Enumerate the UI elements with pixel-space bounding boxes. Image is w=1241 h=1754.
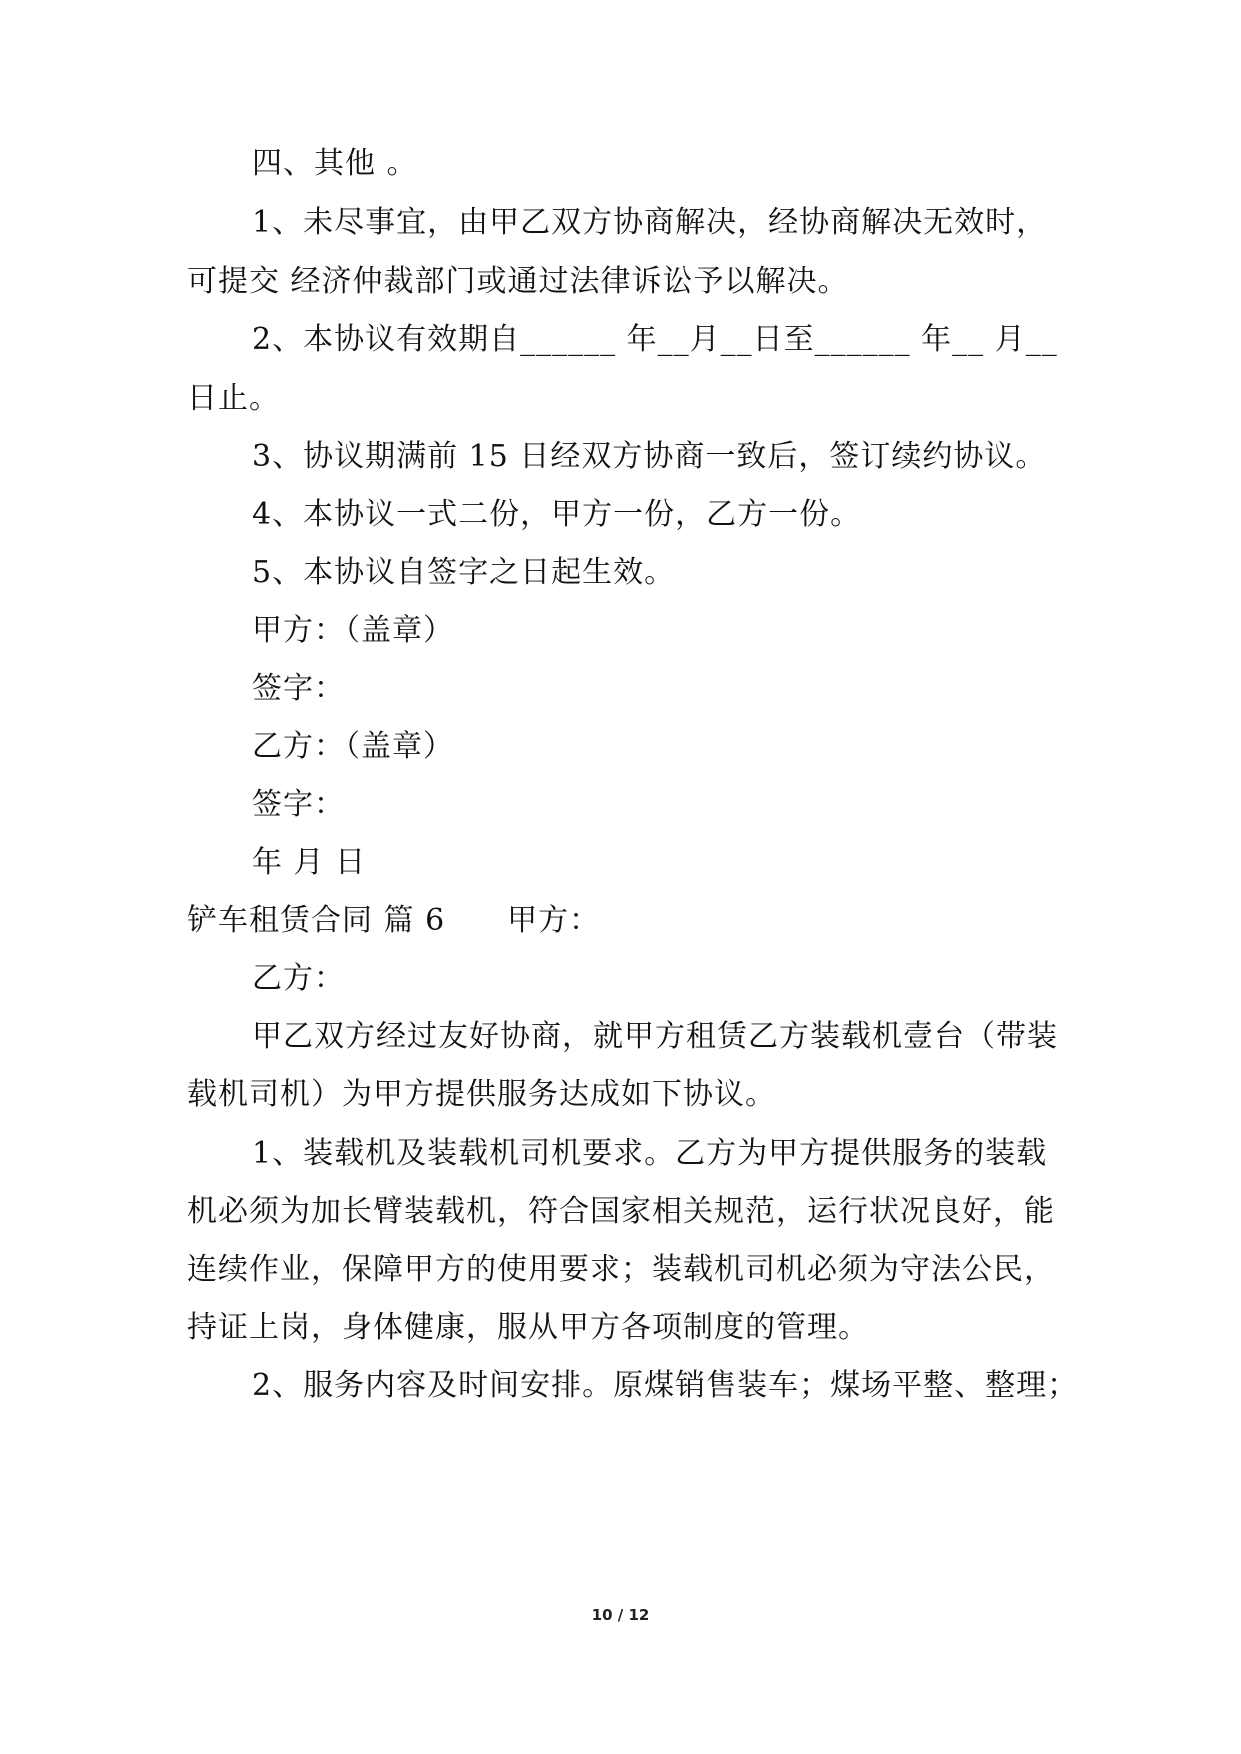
party-b-signature-label: 签字：	[252, 787, 345, 822]
clause-5: 5、本协议自签字之日起生效。	[252, 555, 676, 590]
loader-requirements-line-3: 连续作业，保障甲方的使用要求；装载机司机必须为守法公民，	[187, 1252, 1055, 1287]
page-number: 10 / 12	[591, 1606, 650, 1624]
service-content-line-1: 2、服务内容及时间安排。原煤销售装车；煤场平整、整理；	[252, 1368, 1079, 1403]
contract-title-party-a: 铲车租赁合同 篇 6 甲方：	[187, 903, 601, 938]
section-heading-other: 四、其他 。	[252, 146, 418, 181]
clause-3: 3、协议期满前 15 日经双方协商一致后，签订续约协议。	[252, 439, 1047, 474]
preamble-line-2: 载机司机）为甲方提供服务达成如下协议。	[187, 1077, 776, 1112]
date-line: 年 月 日	[252, 845, 367, 880]
clause-2-line-2: 日止。	[187, 381, 280, 416]
party-a-seal-label: 甲方：（盖章）	[252, 613, 454, 648]
loader-requirements-line-2: 机必须为加长臂装载机，符合国家相关规范，运行状况良好，能	[187, 1194, 1055, 1229]
party-a-signature-label: 签字：	[252, 671, 345, 706]
clause-1-line-1: 1、未尽事宜，由甲乙双方协商解决，经协商解决无效时，	[252, 205, 1048, 240]
loader-requirements-line-1: 1、装载机及装载机司机要求。乙方为甲方提供服务的装载	[252, 1136, 1048, 1171]
clause-4: 4、本协议一式二份，甲方一份，乙方一份。	[252, 497, 862, 532]
clause-1-line-2: 可提交 经济仲裁部门或通过法律诉讼予以解决。	[187, 264, 849, 299]
preamble-line-1: 甲乙双方经过友好协商，就甲方租赁乙方装载机壹台（带装	[252, 1019, 1058, 1054]
clause-2-line-1: 2、本协议有效期自______ 年__月__日至______ 年__ 月__	[252, 322, 1058, 357]
loader-requirements-line-4: 持证上岗，身体健康，服从甲方各项制度的管理。	[187, 1310, 869, 1345]
party-b-seal-label: 乙方：（盖章）	[252, 729, 454, 764]
party-b-label: 乙方：	[252, 961, 345, 996]
